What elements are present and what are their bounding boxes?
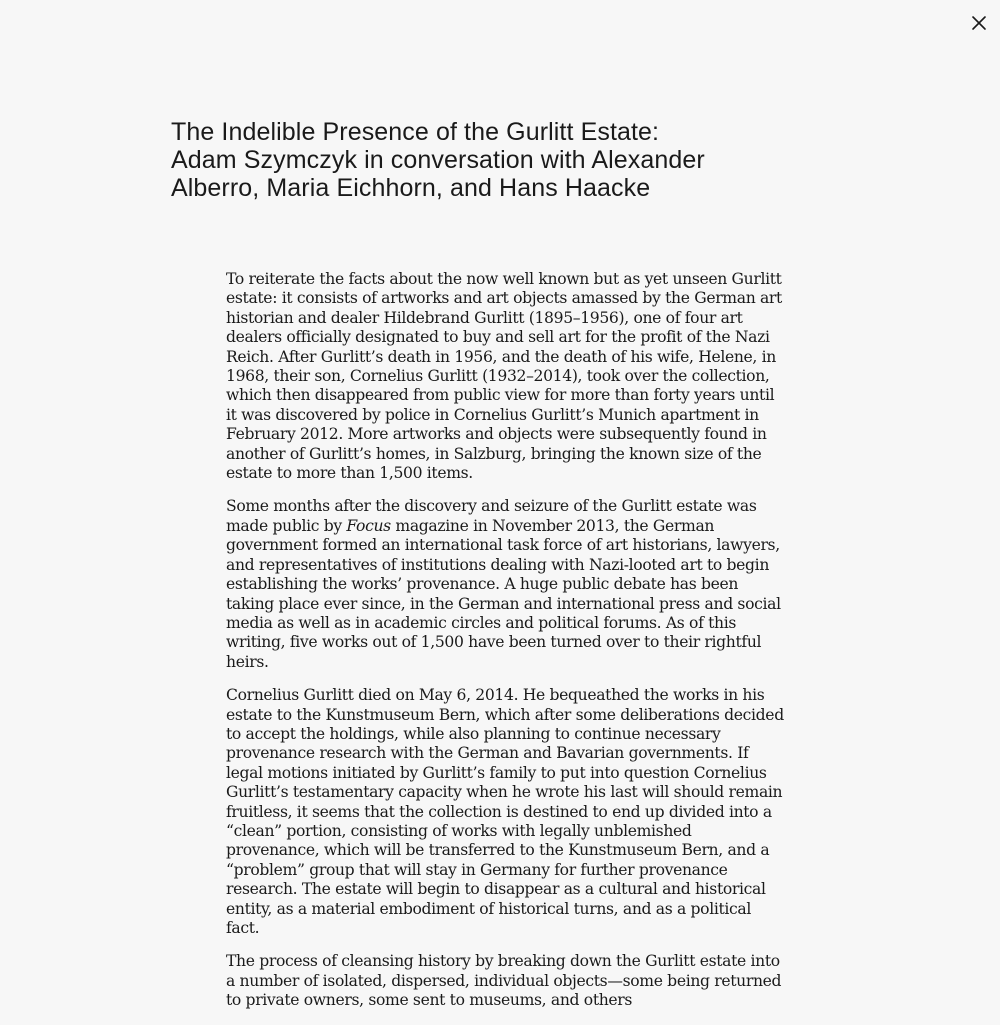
close-button[interactable] [968, 12, 990, 34]
article-paragraph: To reiterate the facts about the now well known but as yet unseen Gurlitt estate: it consists of artworks and art objects amassed by the German art historian and dealer Hildebrand Gurlitt (1895–1956), one of four art dealers officially designated to buy and sell art for the profit of the Nazi Reich. After Gurlitt’s death in 1956, and the death of his wife, Helene, in 1968, their son, Cornelius Gurlitt (1932–2014), took over the collection, which then disappeared from public view for more than forty years until it was discovered by police in Cornelius Gurlitt’s Munich apartment in February 2012. More artworks and objects were subsequently found in another of Gurlitt’s homes, in Salzburg, bringing the known size of the estate to more than 1,500 items. [226, 270, 782, 483]
article-title-line: Adam Szymczyk in conversation with Alexander [171, 146, 705, 174]
article-paragraph: The process of cleansing history by breaking down the Gurlitt estate into a number of isolated, dispersed, individual objects—some being returned to private owners, some sent to museums, and others [226, 952, 782, 1010]
close-icon [968, 12, 990, 34]
article-body [226, 270, 786, 1025]
article-text: Some months after the discovery and seizure of the Gurlitt estate was made public by [226, 497, 757, 535]
article-title-line: Alberro, Maria Eichhorn, and Hans Haacke [171, 174, 651, 202]
article-paragraph [226, 497, 786, 672]
article-text: magazine in November 2013, the German government formed an international task force of art historians, lawyers, and representatives of institutions dealing with Nazi-looted art to begin establishing the works’ provenance. A huge public debate has been taking place ever since, in the German and international press and social media as well as in academic circles and political forums. As of this writing, five works out of 1,500 have been turned over to their rightful heirs. [226, 516, 781, 671]
magazine-name: Focus [346, 516, 391, 535]
article-paragraph: Cornelius Gurlitt died on May 6, 2014. He bequeathed the works in his estate to the Kunstmuseum Bern, which after some deliberations decided to accept the holdings, while also planning to continue necessary provenance research with the German and Bavarian governments. If legal motions initiated by Gurlitt’s family to put into question Cornelius Gurlitt’s testamentary capacity when he wrote his last will should remain fruitless, it seems that the collection is destined to end up divided into a “clean” portion, consisting of works with legally unblemished provenance, which will be transferred to the Kunstmuseum Bern, and a “problem” group that will stay in Germany for further provenance research. The estate will begin to disappear as a cultural and historical entity, as a material embodiment of historical turns, and as a political fact. [226, 686, 784, 937]
article-title [171, 118, 891, 202]
article-title-line: The Indelible Presence of the Gurlitt Estate: [171, 118, 660, 146]
